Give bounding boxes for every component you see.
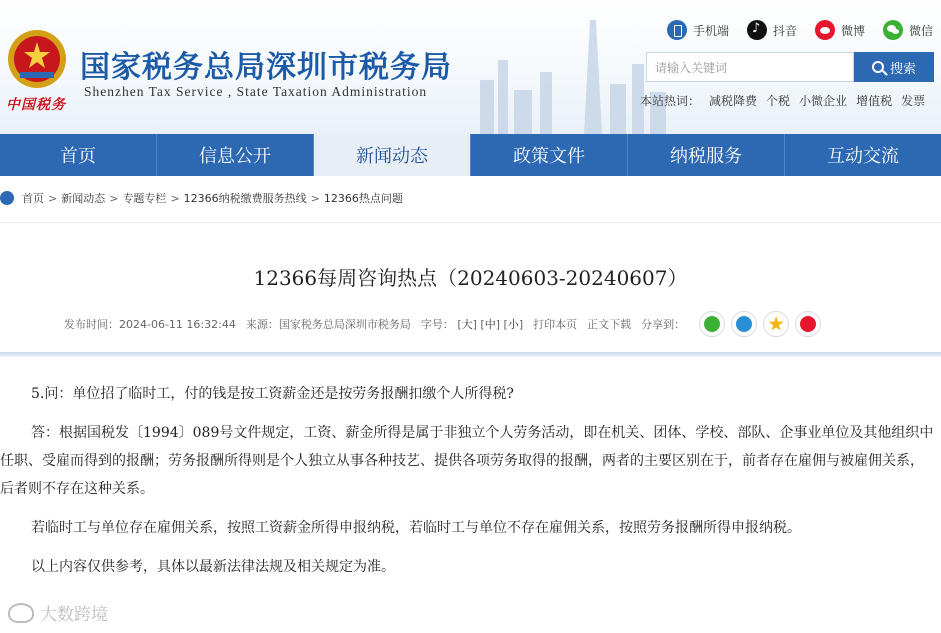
- city-skyline-graphic: [470, 20, 670, 134]
- qq-icon: [736, 316, 752, 332]
- breadcrumb-news[interactable]: 新闻动态: [61, 192, 106, 205]
- source-value: 国家税务总局深圳市税务局: [278, 318, 411, 331]
- article-paragraph-question: 5.问：单位招了临时工，付的钱是按工资薪金还是按劳务报酬扣缴个人所得税?: [31, 386, 514, 402]
- nav-news[interactable]: 新闻动态: [314, 134, 471, 176]
- font-size-label: 字号：: [420, 318, 454, 331]
- mobile-link-label: 手机端: [692, 23, 729, 38]
- breadcrumb-hotline[interactable]: 12366纳税缴费服务热线: [183, 192, 307, 205]
- article-body: [0, 380, 941, 592]
- site-title[interactable]: 国家税务总局深圳市税务局: [80, 50, 452, 85]
- content-divider: [0, 352, 941, 357]
- breadcrumb-separator: >: [48, 191, 58, 205]
- china-tax-script-logo: 中国税务: [6, 97, 66, 113]
- nav-info-disclosure[interactable]: 信息公开: [157, 134, 314, 176]
- top-links: [667, 20, 933, 40]
- breadcrumb: [0, 186, 941, 210]
- publish-time: [64, 316, 236, 332]
- search-button-label: 搜索: [889, 61, 916, 77]
- font-size-small[interactable]: 小: [507, 318, 519, 331]
- douyin-link-label: 抖音: [772, 23, 797, 38]
- share-wechat-button[interactable]: [699, 311, 725, 337]
- breadcrumb-special-topics[interactable]: 专题专栏: [122, 192, 167, 205]
- hot-word-item[interactable]: 发票: [901, 94, 926, 108]
- nav-tax-services[interactable]: 纳税服务: [628, 134, 785, 176]
- breadcrumb-separator: >: [310, 191, 320, 205]
- article-paragraph: 若临时工与单位存在雇佣关系，按照工资薪金所得申报纳税，若临时工与单位不存在雇佣关系，按照劳务报酬所得申报纳税。: [31, 520, 801, 536]
- watermark-logo-icon: [8, 603, 34, 623]
- search-icon: [872, 61, 884, 73]
- font-size-medium[interactable]: 中: [484, 318, 496, 331]
- mobile-link[interactable]: [667, 20, 729, 40]
- font-size-large[interactable]: 大: [461, 318, 473, 331]
- source-label: 来源：: [245, 318, 279, 331]
- article-paragraph-disclaimer: 以上内容仅供参考，具体以最新法律法规及相关规定为准。: [31, 559, 395, 575]
- wechat-icon: [883, 20, 903, 40]
- breadcrumb-separator: >: [109, 191, 119, 205]
- nav-home[interactable]: 首页: [0, 134, 157, 176]
- article-paragraph-answer: 答：根据国税发〔1994〕089号文件规定，工资、薪金所得是属于非独立个人劳务活动，即在机关、团体、学校、部队、企事业单位及其他组织中任职、受雇而得到的报酬；劳务报酬所得则是个人独立从事各种技艺、提供各项劳务取得的报酬，两者的主要区别在于，前者存在雇佣与被雇佣关系，后者则不存在这种关系。: [0, 425, 934, 497]
- article-title: 12366每周咨询热点（20240603-20240607）: [253, 266, 688, 290]
- watermark: [8, 600, 108, 625]
- print-link[interactable]: 打印本页: [533, 318, 578, 331]
- site-subtitle: Shenzhen Tax Service , State Taxation Administration: [84, 84, 428, 99]
- hot-words-label: 本站热词：: [640, 94, 701, 108]
- breadcrumb-hot-issues[interactable]: 12366热点问题: [323, 192, 403, 205]
- wechat-link-label: 微信: [908, 23, 933, 38]
- font-size-control: 字号： [大] [中] [小]: [420, 318, 524, 331]
- qzone-icon: [768, 316, 784, 332]
- share-qq-button[interactable]: [731, 311, 757, 337]
- weibo-icon: [800, 316, 816, 332]
- wechat-link[interactable]: [883, 20, 933, 40]
- publish-time-value: 2024-06-11 16:32:44: [119, 318, 236, 331]
- weibo-link-label: 微博: [840, 23, 865, 38]
- search-input[interactable]: 请输入关键词: [646, 52, 854, 82]
- site-header: [0, 0, 941, 134]
- weibo-icon: [815, 20, 835, 40]
- article-meta: [64, 310, 821, 338]
- hot-word-item[interactable]: 增值税: [856, 94, 893, 108]
- search-button[interactable]: [854, 52, 934, 82]
- share-icons: [699, 311, 821, 337]
- breadcrumb-home[interactable]: 首页: [22, 192, 44, 205]
- douyin-link[interactable]: [747, 20, 797, 40]
- hot-word-item[interactable]: 减税降费: [709, 94, 758, 108]
- hot-word-item[interactable]: 个税: [766, 94, 791, 108]
- share-qzone-button[interactable]: [763, 311, 789, 337]
- hot-words: [640, 92, 925, 109]
- mobile-icon: [667, 20, 687, 40]
- nav-policy-documents[interactable]: 政策文件: [471, 134, 628, 176]
- hot-word-item[interactable]: 小微企业: [799, 94, 848, 108]
- download-link[interactable]: 正文下载: [587, 318, 632, 331]
- breadcrumb-separator: >: [170, 191, 180, 205]
- nav-interaction[interactable]: 互动交流: [827, 146, 899, 167]
- tax-emblem-logo: [6, 28, 68, 90]
- publish-label: 发布时间：: [64, 318, 119, 331]
- share-label: 分享到：: [641, 318, 686, 331]
- divider: [0, 222, 941, 223]
- main-nav: [0, 134, 941, 176]
- wechat-icon: [704, 316, 720, 332]
- weibo-link[interactable]: [815, 20, 865, 40]
- source: [246, 316, 411, 332]
- home-icon: [0, 191, 14, 205]
- watermark-text: 大数跨境: [40, 605, 108, 625]
- douyin-icon: [747, 20, 767, 40]
- share-weibo-button[interactable]: [795, 311, 821, 337]
